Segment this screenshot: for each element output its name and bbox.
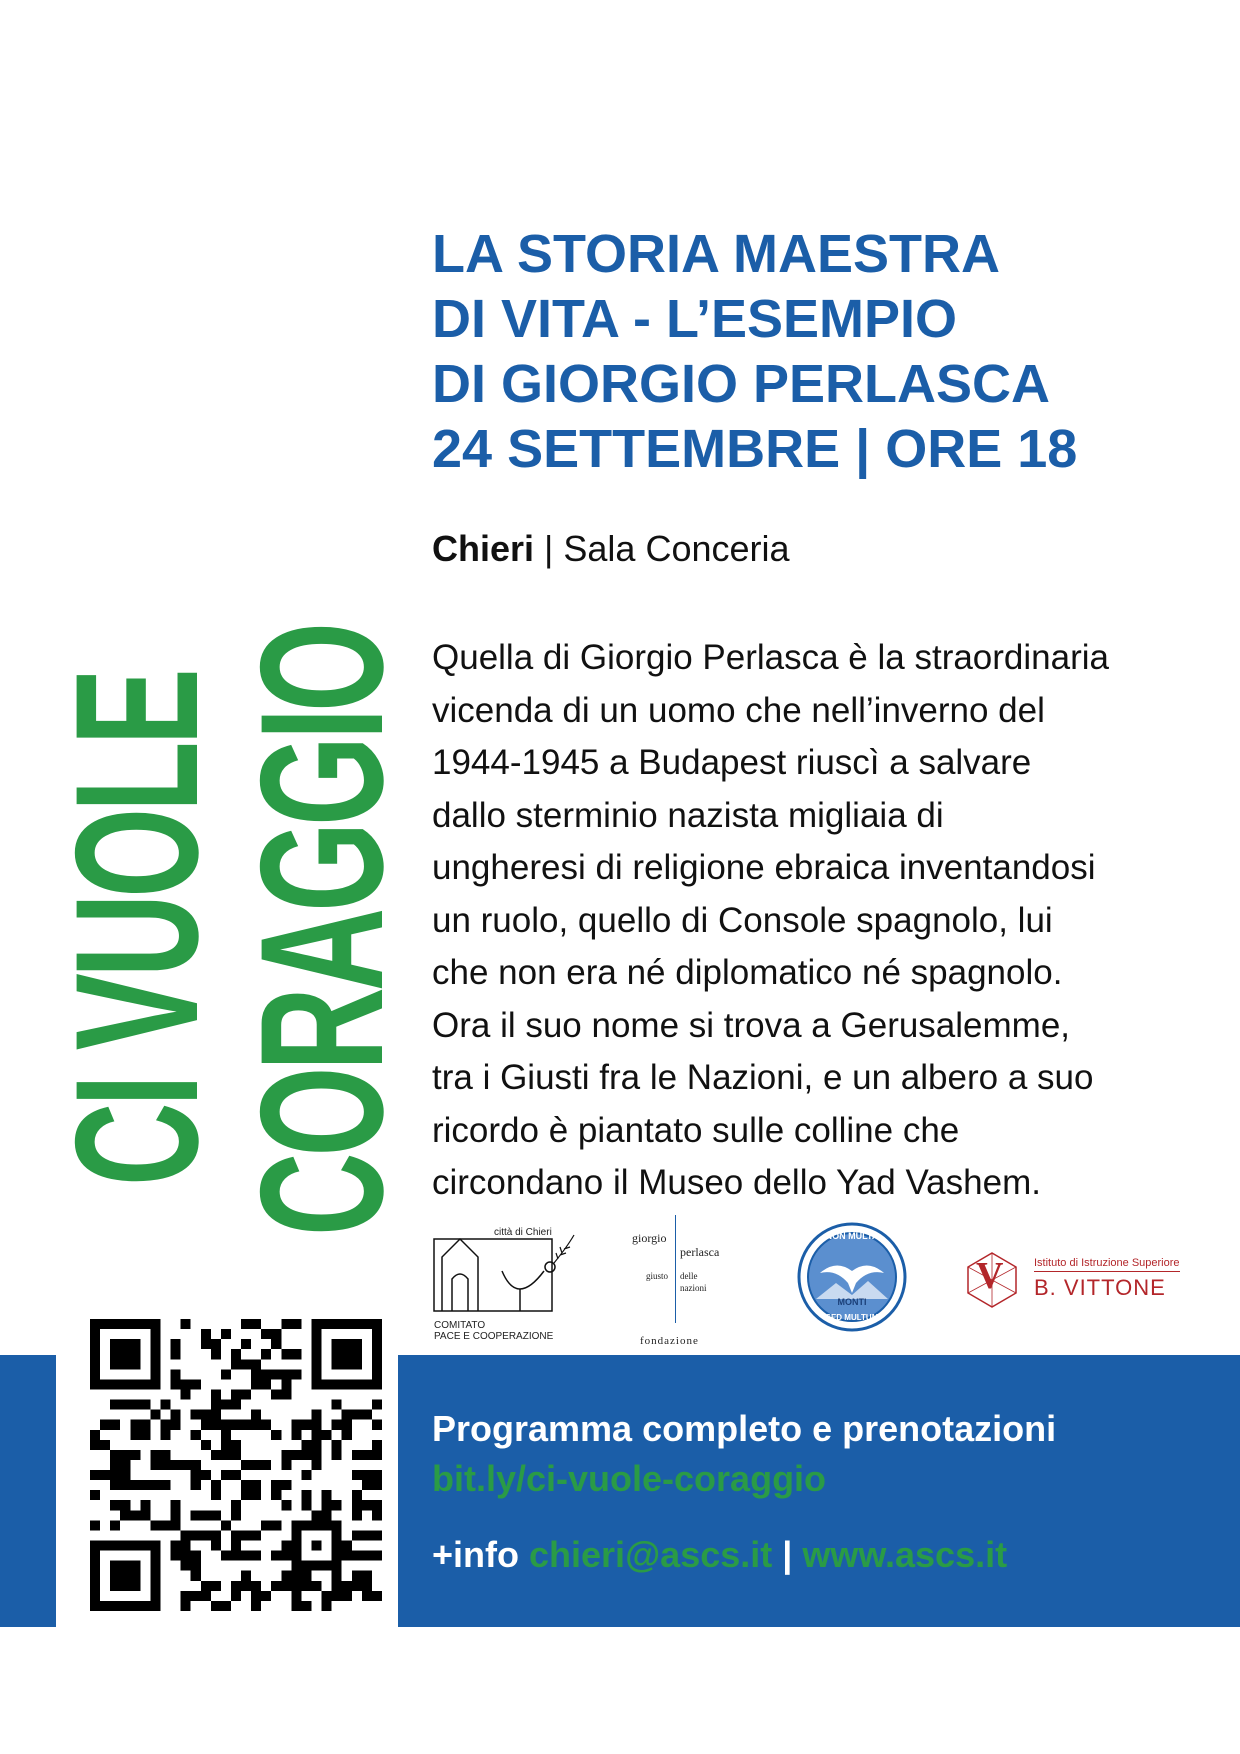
description-line: che non era né diplomatico né spagnolo.: [432, 953, 1063, 992]
headline-line: DI GIORGIO PERLASCA: [432, 354, 1051, 414]
monti-bottom-text: SED MULTUM: [825, 1313, 879, 1322]
vittone-line-2: B. VITTONE: [1034, 1275, 1166, 1300]
place-city: Chieri: [432, 528, 535, 569]
perlasca-text: fondazione: [640, 1335, 699, 1347]
chieri-logo-bottom-text: PACE E COOPERAZIONE: [434, 1331, 554, 1342]
footer-info-label: +info: [432, 1534, 519, 1575]
description-line: tra i Giusti fra le Nazioni, e un albero a suo: [432, 1058, 1094, 1097]
headline-line: DI VITA - L’ESEMPIO: [432, 289, 958, 349]
perlasca-text: giusto: [646, 1271, 669, 1281]
title-line-1: CI VUOLE: [40, 672, 235, 1186]
headline-line: LA STORIA MAESTRA: [432, 224, 1001, 284]
title-line-2: CORAGGIO: [225, 625, 420, 1236]
description-line: un ruolo, quello di Console spagnolo, lui: [432, 900, 1053, 940]
footer-website[interactable]: www.ascs.it: [802, 1534, 1008, 1575]
description-line: dallo sterminio nazista migliaia di: [432, 795, 944, 835]
perlasca-text: perlasca: [680, 1245, 720, 1259]
footer-email[interactable]: chieri@ascs.it: [529, 1534, 773, 1575]
chieri-logo-bottom-text: COMITATO: [434, 1320, 486, 1331]
monti-middle-text: MONTI: [837, 1297, 867, 1307]
description-line: 1944-1945 a Budapest riuscì a salvare: [432, 743, 1032, 782]
qr-code-icon: [90, 1319, 382, 1611]
vittone-institute-logo: [964, 1251, 1194, 1311]
event-headline: [432, 222, 1212, 482]
vittone-rule: [1034, 1271, 1180, 1272]
perlasca-divider: [675, 1215, 676, 1323]
perlasca-text: nazioni: [680, 1283, 707, 1293]
fondazione-perlasca-logo: [632, 1215, 742, 1350]
place-separator: |: [534, 528, 564, 569]
description-line: ungheresi di religione ebraica inventandosi: [432, 848, 1096, 887]
footer-separator: |: [772, 1534, 803, 1575]
footer-link[interactable]: bit.ly/ci-vuole-coraggio: [432, 1458, 827, 1499]
partner-logos: [432, 1215, 1192, 1350]
place-venue: Sala Conceria: [563, 528, 790, 569]
headline-line: 24 SETTEMBRE | ORE 18: [432, 419, 1078, 479]
event-description: [432, 632, 1222, 1210]
description-line: Ora il suo nome si trova a Gerusalemme,: [432, 1005, 1071, 1045]
description-line: vicenda di un uomo che nell’inverno del: [432, 690, 1045, 730]
perlasca-text: giorgio: [632, 1231, 667, 1245]
description-line: Quella di Giorgio Perlasca è la straordinaria: [432, 638, 1109, 677]
description-line: circondano il Museo dello Yad Vashem.: [432, 1163, 1041, 1202]
event-place: [432, 528, 790, 570]
monti-school-logo: [796, 1221, 908, 1333]
description-line: ricordo è piantato sulle colline che: [432, 1110, 960, 1150]
monti-top-text: NON MULTA: [825, 1231, 879, 1241]
footer-programma: Programma completo e prenotazioni: [432, 1408, 1057, 1449]
vittone-letter: V: [976, 1255, 1004, 1297]
chieri-logo-top-text: città di Chieri: [494, 1227, 552, 1238]
chieri-comitato-logo: [432, 1227, 582, 1342]
chieri-emblem-icon: [432, 1227, 582, 1317]
qr-code-box: [56, 1305, 398, 1627]
vittone-line-1: Istituto di Istruzione Superiore: [1034, 1257, 1180, 1269]
footer-info: [432, 1534, 1007, 1576]
vertical-title: [40, 206, 420, 1236]
perlasca-text: delle: [680, 1271, 698, 1281]
